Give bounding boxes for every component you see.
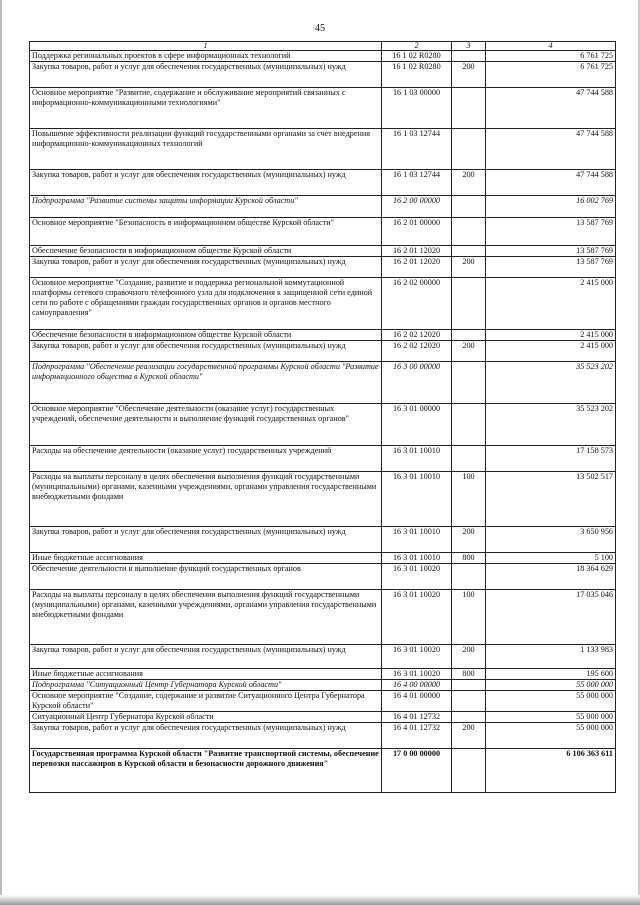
- table-row: [30, 257, 616, 278]
- table-row: [30, 129, 616, 170]
- row-type: [452, 88, 486, 129]
- row-type: [452, 246, 486, 257]
- row-code: 16 3 01 10010: [382, 553, 452, 564]
- header-col-type: 3: [452, 42, 486, 51]
- row-type: 100: [452, 472, 486, 527]
- row-sum: 13 587 769: [486, 246, 616, 257]
- table-row: [30, 553, 616, 564]
- row-name: Основное мероприятие "Создание, развитие и поддержка региональной коммутационной платформы сетевого справочного телефонного узла для подключения к защищенной сети единой сети по работе с обращениями граждан государственных органов и органов местного самоуправления": [30, 278, 382, 330]
- row-sum: 55 000 000: [486, 712, 616, 723]
- row-name: Основное мероприятие "Создание, содержание и развитие Ситуационного Центра Губернатора Курской области": [30, 691, 382, 712]
- row-type: 800: [452, 553, 486, 564]
- table-row: [30, 712, 616, 723]
- row-name: Государственная программа Курской области "Развитие транспортной системы, обеспечение перевозки пассажиров в Курской области и безопасности дорожного движения": [30, 749, 382, 793]
- row-name: Основное мероприятие "Обеспечение деятельности (оказание услуг) государственных учреждений, обеспечение деятельности и выполнение функций государственных органов": [30, 404, 382, 446]
- row-name: Закупка товаров, работ и услуг для обеспечения государственных (муниципальных) нужд: [30, 62, 382, 88]
- row-type: [452, 564, 486, 590]
- row-name: Иные бюджетные ассигнования: [30, 553, 382, 564]
- header-col-code: 2: [382, 42, 452, 51]
- row-name: Закупка товаров, работ и услуг для обеспечения государственных (муниципальных) нужд: [30, 341, 382, 362]
- row-code: 16 2 01 12020: [382, 257, 452, 278]
- table-row-subprogram: [30, 196, 616, 218]
- row-sum: 13 587 769: [486, 257, 616, 278]
- row-code: 16 3 01 00000: [382, 404, 452, 446]
- header-col-name: 1: [30, 42, 382, 51]
- row-code: 16 1 03 12744: [382, 170, 452, 196]
- row-code: 16 3 01 10010: [382, 446, 452, 472]
- table-row: [30, 218, 616, 246]
- table-row: [30, 170, 616, 196]
- row-code: 16 3 01 10010: [382, 472, 452, 527]
- row-code: 16 3 01 10020: [382, 645, 452, 669]
- row-name: Подпрограмма "Обеспечение реализации государственной программы Курской области "Развитие информационного общества в Курской области": [30, 362, 382, 404]
- row-name: Расходы на выплаты персоналу в целях обеспечения выполнения функций государственными (муниципальными) органами, казенными учреждениями, органами управления государственными внебюджетными фондами: [30, 590, 382, 645]
- table-header-row: [30, 42, 616, 51]
- row-name: Расходы на выплаты персоналу в целях обеспечения выполнения функций государственными (муниципальными) органами, казенными учреждениями, органами управления государственными внебюджетными фондами: [30, 472, 382, 527]
- row-type: 100: [452, 590, 486, 645]
- row-type: 200: [452, 170, 486, 196]
- row-type: [452, 446, 486, 472]
- row-sum: 195 600: [486, 669, 616, 680]
- row-code: 16 3 00 00000: [382, 362, 452, 404]
- row-name: Подпрограмма "Ситуационный Центр Губернатора Курской области": [30, 680, 382, 691]
- table-row: [30, 404, 616, 446]
- row-type: [452, 330, 486, 341]
- row-code: 16 2 00 00000: [382, 196, 452, 218]
- row-code: 16 3 01 10020: [382, 590, 452, 645]
- row-sum: 35 523 202: [486, 404, 616, 446]
- row-sum: 47 744 588: [486, 170, 616, 196]
- row-name: Ситуационный Центр Губернатора Курской области: [30, 712, 382, 723]
- row-name: Основное мероприятие "Развитие, содержание и обслуживание мероприятий связанных с информационно-коммуникационными технологиями": [30, 88, 382, 129]
- row-name: Закупка товаров, работ и услуг для обеспечения государственных (муниципальных) нужд: [30, 170, 382, 196]
- row-name: Закупка товаров, работ и услуг для обеспечения государственных (муниципальных) нужд: [30, 723, 382, 749]
- table-row: [30, 723, 616, 749]
- row-code: 16 2 02 12020: [382, 330, 452, 341]
- row-code: 16 2 02 12020: [382, 341, 452, 362]
- table-row-subprogram: [30, 362, 616, 404]
- row-code: 16 3 01 10020: [382, 564, 452, 590]
- row-name: Обеспечение безопасности в информационном обществе Курской области: [30, 330, 382, 341]
- row-name: Основное мероприятие "Безопасность в информационном обществе Курской области": [30, 218, 382, 246]
- row-code: 16 1 03 00000: [382, 88, 452, 129]
- row-sum: 6 761 725: [486, 62, 616, 88]
- row-type: 200: [452, 62, 486, 88]
- table-row: [30, 645, 616, 669]
- row-name: Обеспечение деятельности и выполнение функций государственных органов: [30, 564, 382, 590]
- row-sum: 13 587 769: [486, 218, 616, 246]
- row-code: 16 4 00 00000: [382, 680, 452, 691]
- row-sum: 55 000 000: [486, 691, 616, 712]
- row-sum: 2 415 000: [486, 330, 616, 341]
- table-row: [30, 51, 616, 62]
- row-sum: 47 744 588: [486, 129, 616, 170]
- row-name: Закупка товаров, работ и услуг для обеспечения государственных (муниципальных) нужд: [30, 645, 382, 669]
- row-code: 16 4 01 12732: [382, 712, 452, 723]
- row-name: Повышение эффективности реализации функций государственными органами за счет внедрения информационно-коммуникационных технологий: [30, 129, 382, 170]
- row-type: 200: [452, 527, 486, 553]
- row-sum: 35 523 202: [486, 362, 616, 404]
- table-row: [30, 446, 616, 472]
- row-type: 200: [452, 645, 486, 669]
- table-row: [30, 88, 616, 129]
- row-name: Иные бюджетные ассигнования: [30, 669, 382, 680]
- table-row-program: [30, 749, 616, 793]
- row-code: 16 3 01 10020: [382, 669, 452, 680]
- row-sum: 47 744 588: [486, 88, 616, 129]
- row-sum: 17 035 046: [486, 590, 616, 645]
- header-col-sum: 4: [486, 42, 616, 51]
- row-code: 16 1 02 R0280: [382, 51, 452, 62]
- row-type: [452, 404, 486, 446]
- row-code: 16 2 02 00000: [382, 278, 452, 330]
- table-row: [30, 564, 616, 590]
- row-sum: 6 761 725: [486, 51, 616, 62]
- row-code: 16 2 01 12020: [382, 246, 452, 257]
- row-code: 16 1 02 R0280: [382, 62, 452, 88]
- row-sum: 18 364 629: [486, 564, 616, 590]
- row-type: [452, 278, 486, 330]
- table-row: [30, 669, 616, 680]
- row-name: Обеспечение безопасности в информационном обществе Курской области: [30, 246, 382, 257]
- row-type: [452, 362, 486, 404]
- row-type: 200: [452, 723, 486, 749]
- row-sum: 5 100: [486, 553, 616, 564]
- row-code: 17 0 00 00000: [382, 749, 452, 793]
- budget-table-container: [29, 41, 615, 793]
- row-name: Закупка товаров, работ и услуг для обеспечения государственных (муниципальных) нужд: [30, 527, 382, 553]
- row-type: [452, 129, 486, 170]
- row-type: [452, 196, 486, 218]
- row-type: [452, 680, 486, 691]
- row-type: 200: [452, 257, 486, 278]
- row-type: 800: [452, 669, 486, 680]
- row-sum: 17 158 573: [486, 446, 616, 472]
- page-number: 45: [315, 23, 325, 34]
- table-row: [30, 246, 616, 257]
- row-code: 16 2 01 00000: [382, 218, 452, 246]
- row-sum: 2 415 000: [486, 278, 616, 330]
- row-code: 16 4 01 12732: [382, 723, 452, 749]
- row-sum: 16 002 769: [486, 196, 616, 218]
- row-name: Расходы на обеспечение деятельности (оказание услуг) государственных учреждений: [30, 446, 382, 472]
- table-row: [30, 590, 616, 645]
- scan-bottom-band: [0, 895, 640, 905]
- row-sum: 1 133 983: [486, 645, 616, 669]
- budget-table: [29, 41, 616, 793]
- row-type: [452, 218, 486, 246]
- scan-left-edge: [0, 0, 2, 905]
- row-type: [452, 749, 486, 793]
- row-name: Поддержка региональных проектов в сфере информационных технологий: [30, 51, 382, 62]
- row-code: 16 4 01 00000: [382, 691, 452, 712]
- table-row-subprogram: [30, 680, 616, 691]
- table-row: [30, 278, 616, 330]
- row-type: [452, 691, 486, 712]
- table-row: [30, 691, 616, 712]
- row-code: 16 1 03 12744: [382, 129, 452, 170]
- row-sum: 2 415 000: [486, 341, 616, 362]
- row-sum: 13 502 517: [486, 472, 616, 527]
- row-type: [452, 712, 486, 723]
- row-type: [452, 51, 486, 62]
- row-type: 200: [452, 341, 486, 362]
- table-row: [30, 472, 616, 527]
- row-sum: 3 650 956: [486, 527, 616, 553]
- row-sum: 55 000 000: [486, 680, 616, 691]
- row-name: Подпрограмма "Развитие системы защиты информации Курской области": [30, 196, 382, 218]
- row-sum: 55 000 000: [486, 723, 616, 749]
- table-row: [30, 330, 616, 341]
- row-sum: 6 106 363 611: [486, 749, 616, 793]
- table-row: [30, 341, 616, 362]
- table-row: [30, 527, 616, 553]
- row-code: 16 3 01 10010: [382, 527, 452, 553]
- row-name: Закупка товаров, работ и услуг для обеспечения государственных (муниципальных) нужд: [30, 257, 382, 278]
- table-row: [30, 62, 616, 88]
